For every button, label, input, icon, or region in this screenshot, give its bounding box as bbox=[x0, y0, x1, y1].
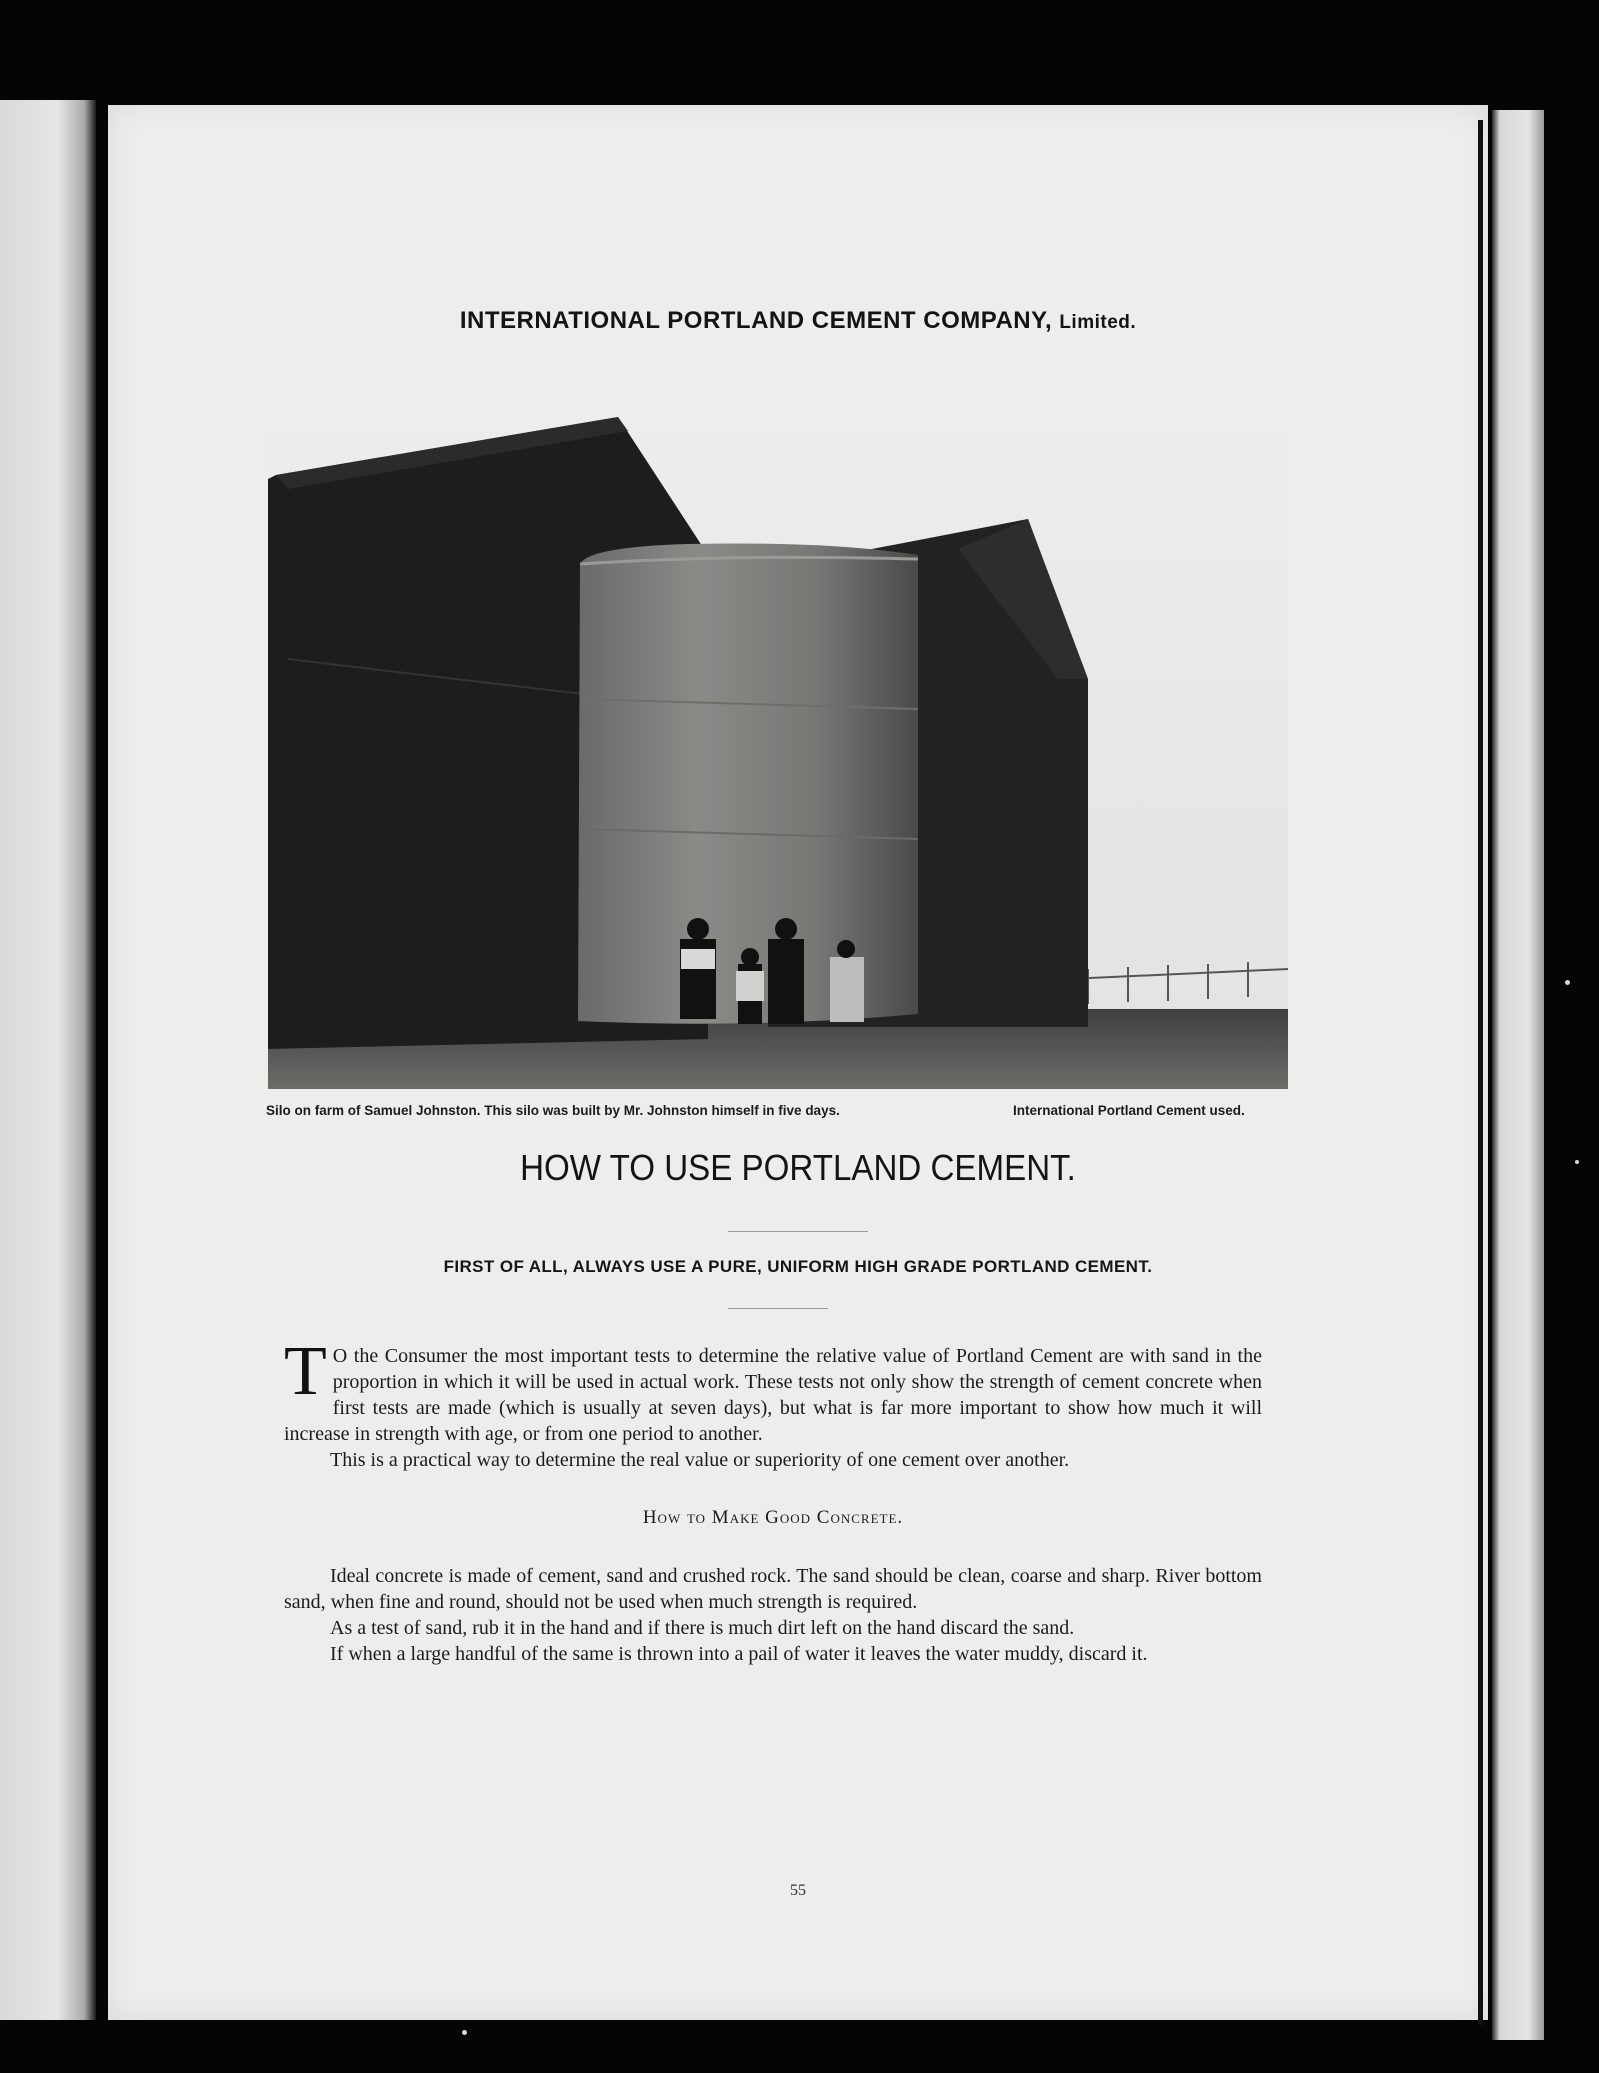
scan-speck bbox=[462, 2030, 467, 2035]
subheading-divider bbox=[728, 1308, 828, 1309]
silo-photo-image bbox=[268, 409, 1288, 1089]
practical-paragraph: This is a practical way to determine the real value or superiority of one cement over another. bbox=[330, 1449, 1070, 1471]
page-number: 55 bbox=[790, 1882, 806, 1899]
title-divider bbox=[728, 1231, 868, 1232]
scan-speck bbox=[1565, 980, 1570, 985]
silo-photograph bbox=[268, 409, 1288, 1089]
drop-cap: T bbox=[284, 1333, 327, 1410]
page-right-rule bbox=[1478, 120, 1483, 2025]
company-header bbox=[108, 307, 1488, 335]
water-test-paragraph: If when a large handful of the same is thrown into a pail of water it leaves the water muddy, discard it. bbox=[330, 1643, 1148, 1665]
intro-paragraph bbox=[284, 1333, 1262, 1447]
company-name: INTERNATIONAL PORTLAND CEMENT COMPANY, bbox=[459, 307, 1053, 334]
page-title: HOW TO USE PORTLAND CEMENT. bbox=[520, 1147, 1076, 1188]
article-body bbox=[284, 1333, 1262, 1667]
ideal-concrete-paragraph: Ideal concrete is made of cement, sand and crushed rock. The sand should be clean, coarse and sharp. River bottom sand, when fine and round, should not be used when much strength is required. bbox=[284, 1565, 1262, 1613]
company-suffix: Limited. bbox=[1059, 312, 1137, 333]
intro-text: O the Consumer the most important tests to determine the relative value of Portland Cement are with sand in the proportion in which it will be used in actual work. These tests not only show the strength of cement concrete when first tests are made (which is usually at seven days), but what is far more important to show how much it will increase in strength with age, or from one period to another. bbox=[284, 1345, 1262, 1445]
left-page-edge bbox=[0, 100, 96, 2020]
scan-speck bbox=[1575, 1160, 1579, 1164]
subheading: FIRST OF ALL, ALWAYS USE A PURE, UNIFORM HIGH GRADE PORTLAND CEMENT. bbox=[443, 1257, 1153, 1276]
right-page-edge bbox=[1492, 110, 1544, 2040]
photo-caption: Silo on farm of Samuel Johnston. This silo was built by Mr. Johnston himself in five days. bbox=[266, 1103, 840, 1118]
document-page bbox=[108, 105, 1488, 2020]
section-heading: How to Make Good Concrete. bbox=[642, 1507, 904, 1528]
photo-caption-credit: International Portland Cement used. bbox=[1013, 1103, 1245, 1118]
sand-test-paragraph: As a test of sand, rub it in the hand and if there is much dirt left on the hand discard the sand. bbox=[330, 1617, 1075, 1639]
